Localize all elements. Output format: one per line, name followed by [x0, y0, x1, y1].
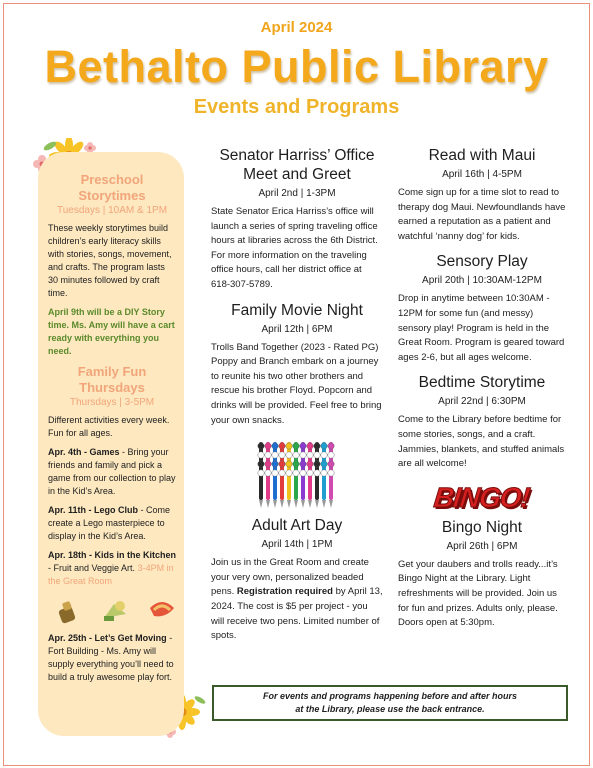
event-description-text: Join us in the Great Room and create your very own, personalized beaded pens. [211, 557, 369, 598]
event-title: Read with Maui [428, 147, 536, 164]
family-intro: Different activities every week. Fun for all ages. [48, 415, 170, 438]
beaded-pen [307, 442, 313, 508]
beaded-pen [328, 442, 334, 508]
beaded-pens-icon [211, 436, 383, 514]
beaded-pen [286, 442, 292, 508]
preschool-title-line2: Storytimes [78, 188, 146, 203]
family-item-extra: 3-4PM in the Great Room [48, 563, 174, 586]
family-item [48, 504, 176, 543]
event-datetime: April 2nd | 1-3PM [258, 188, 336, 199]
kitchen-illustrations [48, 594, 176, 628]
kids-sidebar [38, 152, 184, 736]
event-description: Come to the Library before bedtime for some stories, songs, and a craft. Jammies, blankets, and stuffed animals are all welcome! [398, 414, 565, 470]
fruit-icon [100, 596, 130, 626]
back-entrance-notice [212, 685, 568, 721]
beaded-pen [314, 442, 320, 508]
beaded-pen [293, 442, 299, 508]
event-title: Bingo Night [441, 518, 523, 536]
event-datetime: April 14th | 1PM [261, 539, 333, 551]
beaded-pen [258, 442, 264, 508]
veggie-icon [54, 598, 82, 626]
bingo-logo [398, 482, 566, 514]
event-title: Bedtime Storytime [418, 374, 546, 392]
beaded-pen [272, 442, 278, 508]
family-item [48, 446, 176, 498]
event-description: Come sign up for a time slot to read to therapy dog Maui. Newfoundlands have earned a reputation as a patient and watchful ‘nanny dog’ for kids. [398, 187, 566, 242]
pepper-icon [146, 596, 178, 626]
registration-required: Registration required [236, 586, 333, 598]
event-datetime: April 20th | 10:30AM-12PM [422, 275, 542, 287]
preschool-heading [48, 172, 176, 204]
event-datetime: April 22nd | 6:30PM [438, 396, 526, 408]
family-schedule: Thursdays | 3-5PM [69, 397, 155, 408]
header-month: April 2024 [260, 19, 333, 36]
event-title: Sensory Play [436, 253, 528, 271]
notice-line1: For events and programs happening before and after hours [262, 691, 518, 701]
family-title-line2: Thursdays [79, 380, 145, 395]
event-description: Drop in anytime between 10:30AM - 12PM for some fun (and messy) sensory play! Program is held in the Great Room. Program is geared toward ages 2-6, but all ages welcome. [398, 293, 565, 363]
beaded-pen [279, 442, 285, 508]
library-title: Bethalto Public Library [44, 41, 549, 92]
event-datetime: April 12th | 6PM [261, 323, 333, 335]
family-item-title: Apr. 4th - Games [48, 447, 120, 457]
beaded-pen [321, 442, 327, 508]
event-description [211, 556, 383, 644]
event-title: Family Movie Night [231, 301, 363, 319]
family-item-text: - Fruit and Veggie Art. [48, 563, 138, 573]
events-column-left [211, 146, 383, 652]
preschool-schedule: Tuesdays | 10AM & 1PM [56, 205, 168, 216]
preschool-description: These weekly storytimes build children’s early literacy skills with stories, songs, movement, and crafts. The program lasts 30 minutes followed by craft time. [48, 223, 172, 298]
header-subtitle: Events and Programs [193, 96, 400, 118]
event-title: Senator Harriss’ Office Meet and Greet [219, 147, 375, 183]
event-description: Trolls Band Together (2023 - Rated PG) Poppy and Branch embark on a journey to reunite his two other brothers and rescue his brother Floyd. Popcorn and drinks will be provided. Feel free to bring your own snacks. [211, 341, 382, 426]
event-datetime: April 26th | 6PM [446, 540, 518, 552]
event-description: State Senator Erica Harriss’s office will launch a series of spring traveling office hours at libraries across the 6th District. For more information on the traveling office hours, call her district office at 618-307-5789. [211, 206, 378, 290]
notice-line2: at the Library, please use the back entrance. [295, 704, 485, 714]
bingo-logo-text: BINGO! [432, 481, 532, 513]
family-item [48, 549, 176, 588]
family-heading [48, 364, 176, 396]
family-item-title: Apr. 25th - Let’s Get Moving [48, 633, 167, 643]
preschool-note: April 9th will be a DIY Story time. Ms. Amy will have a cart ready with everything you need. [48, 307, 175, 356]
family-item-text: - Fort Building - Ms. Amy will supply everything you’ll need to build a truly awesome play fort. [48, 633, 174, 682]
event-datetime: April 16th | 4-5PM [442, 169, 522, 180]
preschool-title-line1: Preschool [80, 172, 144, 187]
family-title-line1: Family Fun [77, 364, 147, 379]
family-item-text: - Bring your friends and family and pick a game from our collection to play in the Kid’s Area. [48, 447, 176, 496]
event-title: Adult Art Day [251, 517, 343, 535]
family-item-title: Apr. 11th - Lego Club [48, 505, 139, 515]
family-item-text: - Come create a Lego masterpiece to display in the Kid’s Area. [48, 505, 171, 541]
family-item-title: Apr. 18th - Kids in the Kitchen [48, 550, 177, 560]
family-item [48, 632, 176, 684]
event-description: Get your daubers and trolls ready...it’s Bingo Night at the Library. Light refreshments will be provided. Join us for fun and prizes. Adults only, please. Doors open at 5:30pm. [398, 558, 558, 629]
event-description-text: by April 13, 2024. The cost is $5 per project - you will receive two pens. Limited number of spots. [211, 586, 383, 642]
beaded-pen [300, 442, 306, 508]
beaded-pen [265, 442, 271, 508]
events-column-right [398, 146, 566, 639]
